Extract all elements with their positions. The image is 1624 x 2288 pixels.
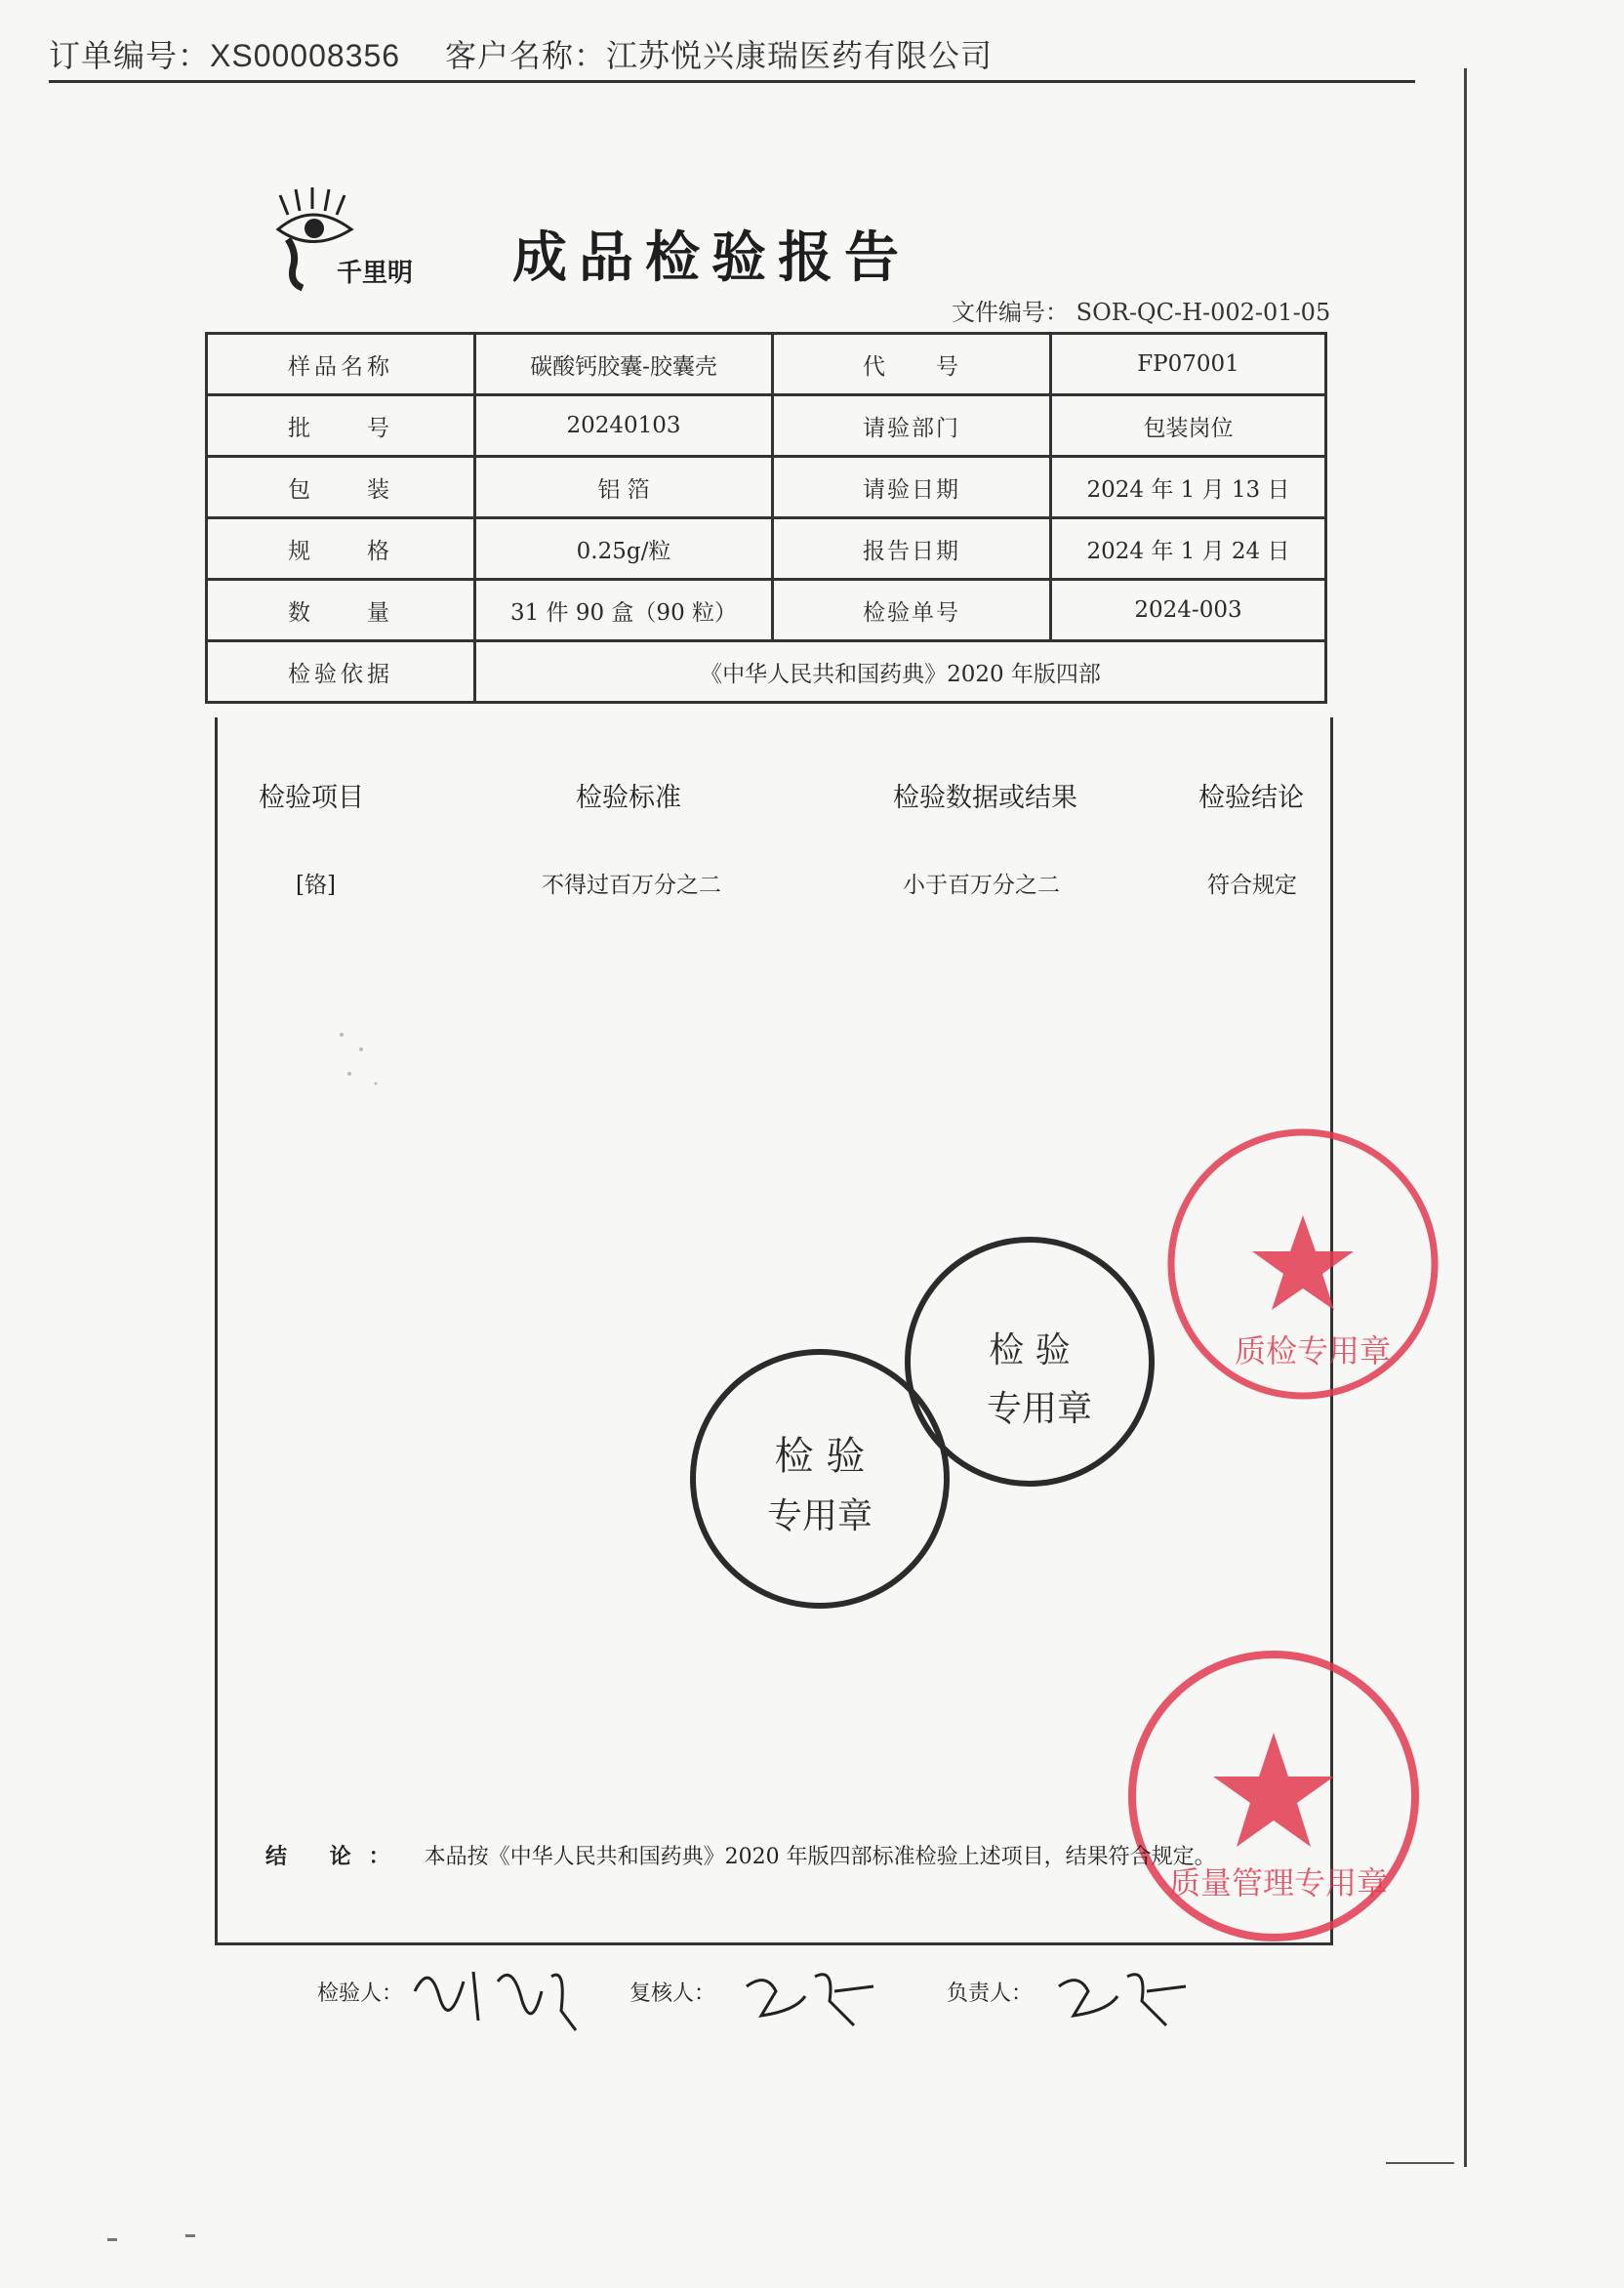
conclusion-label: 结 论： — [265, 1844, 408, 1869]
scan-specks — [332, 1025, 390, 1093]
svg-text:质检专用章: 质检专用章 — [1234, 1332, 1392, 1369]
customer-name: 客户名称：江苏悦兴康瑞医药有限公司 — [444, 38, 993, 73]
document-number: 文件编号： SOR-QC-H-002-01-05 — [952, 299, 1331, 326]
order-header — [49, 31, 1028, 76]
result-standard: 不得过百万分之二 — [542, 873, 721, 898]
basis-value: 《中华人民共和国药典》2020 年版四部 — [475, 641, 1326, 703]
conclusion-line — [265, 1840, 1216, 1870]
company-logo-icon — [268, 185, 415, 293]
code-value: FP07001 — [1051, 334, 1326, 395]
quantity-value: 31 件 90 盒（90 粒） — [475, 580, 773, 641]
quantity-label: 数 量 — [207, 580, 475, 641]
dept-value: 包装岗位 — [1051, 395, 1326, 457]
table-row — [207, 457, 1326, 518]
results-header-standard: 检验标准 — [576, 783, 681, 813]
results-header-result: 检验数据或结果 — [893, 783, 1077, 813]
scan-specks-bottom — [107, 2230, 205, 2250]
inspection-stamp-right — [893, 1225, 1166, 1498]
result-conclusion: 符合规定 — [1207, 873, 1297, 898]
svg-text:检 验: 检 验 — [774, 1434, 866, 1479]
sample-name-label: 样品名称 — [207, 334, 475, 395]
responsible-signature — [1049, 1957, 1196, 2035]
code-label: 代 号 — [773, 334, 1051, 395]
basis-label: 检验依据 — [207, 641, 475, 703]
report-date-value: 2024 年 1 月 24 日 — [1051, 518, 1326, 580]
svg-text:质量管理专用章: 质量管理专用章 — [1168, 1864, 1389, 1901]
bottom-rule — [1386, 2162, 1454, 2164]
package-value: 铝 箔 — [475, 457, 773, 518]
request-date-label: 请验日期 — [773, 457, 1051, 518]
table-row — [207, 334, 1326, 395]
conclusion-text: 本品按《中华人民共和国药典》2020 年版四部标准检验上述项目，结果符合规定。 — [424, 1845, 1216, 1869]
svg-text:检 验: 检 验 — [989, 1330, 1071, 1370]
sample-name-value: 碳酸钙胶囊-胶囊壳 — [475, 334, 773, 395]
svg-text:千里明: 千里明 — [337, 259, 414, 288]
inspection-no-label: 检验单号 — [773, 580, 1051, 641]
report-date-label: 报告日期 — [773, 518, 1051, 580]
table-row — [207, 395, 1326, 457]
inspector-signature — [405, 1952, 590, 2040]
table-row — [207, 580, 1326, 641]
inspector-label: 检验人： — [317, 1982, 404, 2006]
spec-value: 0.25g/粒 — [475, 518, 773, 580]
inspection-no-value: 2024-003 — [1051, 580, 1326, 641]
result-value: 小于百万分之二 — [903, 873, 1060, 898]
reviewer-label: 复核人： — [629, 1982, 716, 2006]
order-number: 订单编号：XS00008356 — [49, 38, 401, 73]
result-item: [铬] — [296, 873, 336, 898]
results-header-conclusion: 检验结论 — [1198, 783, 1304, 813]
svg-text:专用章: 专用章 — [766, 1496, 873, 1536]
table-row — [207, 518, 1326, 580]
request-date-value: 2024 年 1 月 13 日 — [1051, 457, 1326, 518]
spec-label: 规 格 — [207, 518, 475, 580]
right-margin-rule — [1464, 68, 1467, 2167]
header-rule — [49, 80, 1415, 83]
svg-text:专用章: 专用章 — [986, 1389, 1093, 1429]
sample-info-table — [205, 332, 1327, 704]
reviewer-signature — [737, 1957, 883, 2035]
batch-label: 批 号 — [207, 395, 475, 457]
quality-stamp-jiangsu — [1157, 1123, 1449, 1406]
responsible-label: 负责人： — [947, 1982, 1034, 2006]
dept-label: 请验部门 — [773, 395, 1051, 457]
quality-stamp-zhejiang — [1117, 1640, 1430, 1952]
results-header-item: 检验项目 — [259, 783, 364, 813]
report-title: 成品检验报告 — [512, 225, 911, 290]
table-row — [207, 641, 1326, 703]
package-label: 包 装 — [207, 457, 475, 518]
batch-value: 20240103 — [475, 395, 773, 457]
